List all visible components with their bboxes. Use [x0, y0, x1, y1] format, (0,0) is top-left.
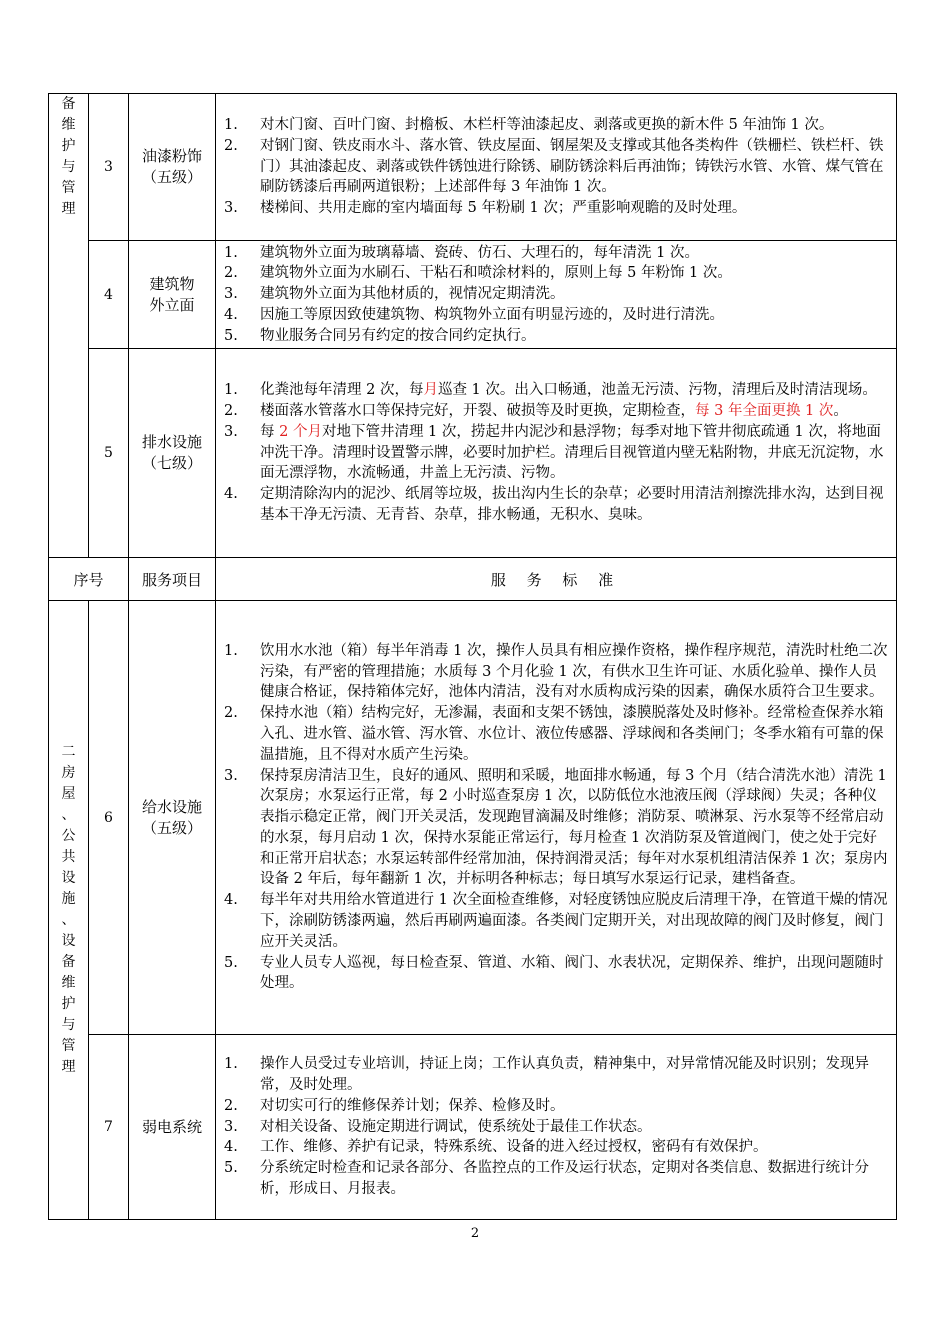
category-char: 备 — [61, 96, 76, 112]
category-char: 公 — [61, 828, 76, 844]
category-char: 屋 — [61, 786, 76, 802]
standard-text: 对地下管井清理 1 次，捞起井内泥沙和悬浮物；每季对地下管井彻底疏通 1 次，将地面冲洗干净。清理时设置警示牌，必要时加护栏。清理后目视管道内壁无粘附物，井底无沉淀物，水面无漂浮物，水流畅通，井盖上无污渍、污物。 — [260, 423, 884, 482]
list-item-number: 4. — [224, 892, 238, 909]
standard-text: 对木门窗、百叶门窗、封檐板、木栏杆等油漆起皮、剥落或更换的新木件 5 年油饰 1 次。 — [260, 117, 834, 133]
list-item-number: 1. — [224, 1056, 238, 1073]
service-standard — [216, 241, 897, 349]
category-cell-bottom — [49, 601, 89, 1220]
category-char: 设 — [61, 933, 76, 949]
table-row — [49, 601, 897, 1035]
category-char: 备 — [61, 954, 76, 970]
list-item — [224, 1117, 888, 1138]
header-standard: 服 务 标 准 — [216, 558, 897, 601]
row-number: 5 — [89, 349, 129, 558]
standard-text: 对切实可行的维修保养计划；保养、检修及时。 — [260, 1097, 565, 1114]
category-char: 理 — [61, 1059, 76, 1075]
service-item — [129, 241, 216, 349]
service-item — [129, 349, 216, 558]
list-item — [224, 326, 888, 347]
list-item-number: 4. — [224, 486, 238, 503]
category-char: 理 — [61, 201, 76, 217]
standard-text: 建筑物外立面为其他材质的，视情况定期清洗。 — [260, 286, 565, 303]
category-char: 护 — [61, 996, 76, 1012]
list-item-number: 4. — [224, 306, 238, 323]
list-item — [224, 380, 888, 401]
standard-text: 对相关设备、设施定期进行调试，使系统处于最佳工作状态。 — [260, 1118, 652, 1135]
list-item — [224, 1137, 888, 1158]
standard-text: 专业人员专人巡视，每日检查泵、管道、水箱、阀门、水表状况，定期保养、维护，出现问题随时处理。 — [260, 954, 884, 992]
service-item-line: 建筑物 — [149, 274, 195, 293]
category-char: 、 — [61, 807, 76, 823]
standard-text: 工作、维修、养护有记录，特殊系统、设备的进入经过授权，密码有有效保护。 — [260, 1139, 768, 1156]
category-char: 二 — [61, 744, 76, 760]
page-number: 2 — [470, 1226, 480, 1241]
category-char: 维 — [61, 975, 76, 991]
standard-text: 保持水池（箱）结构完好，无渗漏，表面和支架不锈蚀，漆膜脱落处及时修补。经常检查保养水箱入孔、进水管、溢水管、泻水管、水位计、液位传感器、浮球阀和各类闸门；冬季水箱有可靠的保温措施，且不得对水质产生污染。 — [260, 705, 884, 763]
category-cell-top — [49, 94, 89, 558]
service-standard — [216, 349, 897, 558]
row-number: 7 — [89, 1035, 129, 1220]
list-item-number: 5. — [224, 327, 238, 344]
list-item — [224, 284, 888, 305]
standard-text: 建筑物外立面为玻璃幕墙、瓷砖、仿石、大理石的，每年清洗 1 次。 — [260, 244, 699, 261]
category-char: 施 — [61, 891, 76, 907]
list-item-number: 2. — [224, 265, 238, 282]
service-standard — [216, 601, 897, 1035]
list-item — [224, 484, 888, 526]
category-char: 共 — [61, 849, 76, 865]
list-item — [224, 263, 888, 284]
list-item — [224, 703, 888, 765]
list-item — [224, 422, 888, 484]
list-item-number: 3. — [224, 423, 238, 440]
list-item — [224, 198, 888, 219]
header-item: 服务项目 — [129, 558, 216, 601]
highlighted-text: 2 个月 — [279, 423, 322, 440]
header-no: 序号 — [49, 558, 129, 601]
list-item-number: 1. — [224, 642, 238, 659]
list-item — [224, 953, 888, 995]
highlighted-text: 月 — [423, 382, 438, 399]
list-item-number: 3. — [224, 200, 238, 217]
list-item-number: 1. — [224, 382, 238, 399]
list-item-number: 1. — [224, 117, 238, 133]
standard-text: 定期清除沟内的泥沙、纸屑等垃圾，拔出沟内生长的杂草；必要时用清洁剂擦洗排水沟，达到目视基本干净无污渍、无青苔、杂草，排水畅通，无积水、臭味。 — [260, 486, 884, 523]
standard-text: 。 — [833, 403, 848, 419]
service-standard — [216, 94, 897, 241]
service-item-line: 弱电系统 — [141, 1117, 202, 1136]
list-item-number: 3. — [224, 767, 238, 784]
standard-text: 保持泵房清洁卫生，良好的通风、照明和采暖，地面排水畅通，每 3 个月（结合清洗水池）清洗 1 次泵房；水泵运行正常，每 2 小时巡查泵房 1 次，以防低位水池液压阀（浮球阀）失灵；各种仪表指示稳定正常，阀门开关灵活，发现跑冒滴漏及时维修；消防泵、喷淋泵、污水泵等不经常启动的水泵，每月启动 1 次，保持水泵能正常运行，每月检查 1 次消防泵及管道阀门，使之处于完好和正常开启状态；水泵运转部件经常加油，保持润滑灵活；每年对水泵机组清洁保养 1 次；泵房内设备 2 年后，每年翻新 1 次，并标明各种标志；每日填写水泵运行记录，建档备查。 — [260, 767, 888, 888]
service-standard — [216, 1035, 897, 1220]
service-item-line: （五级） — [141, 168, 202, 186]
list-item — [224, 136, 888, 198]
category-char: 与 — [61, 1017, 76, 1033]
standard-text: 巡查 1 次。出入口畅通，池盖无污渍、污物，清理后及时清洁现场。 — [437, 382, 877, 399]
service-item-line: （七级） — [141, 454, 202, 472]
standard-text: 楼面落水管落水口等保持完好，开裂、破损等及时更换，定期检查， — [260, 403, 695, 419]
category-char: 、 — [61, 912, 76, 928]
highlighted-text: 每 3 年全面更换 1 次 — [695, 403, 834, 419]
category-label — [49, 742, 88, 1078]
service-standard-table — [48, 93, 897, 1220]
standard-text: 建筑物外立面为水刷石、干粘石和喷涂材料的，原则上每 5 年粉饰 1 次。 — [260, 265, 732, 282]
category-char: 维 — [61, 117, 76, 133]
table-header-row — [49, 558, 897, 601]
standard-text: 每 — [260, 423, 280, 440]
standard-text: 化粪池每年清理 2 次，每 — [260, 382, 424, 399]
service-item-line: 外立面 — [149, 295, 195, 314]
standard-text: 对钢门窗、铁皮雨水斗、落水管、铁皮屋面、钢屋架及支撑或其他各类构件（铁栅栏、铁栏杆、铁门）其油漆起皮、剥落或铁件锈蚀进行除锈、刷防锈涂料后再油饰；铸铁污水管、水管、煤气管在刷防锈漆后再刷两道银粉；上述部件每 3 年油饰 1 次。 — [260, 137, 884, 196]
list-item — [224, 641, 888, 703]
list-item — [224, 890, 888, 952]
table-row — [49, 94, 897, 241]
row-number: 4 — [89, 241, 129, 349]
list-item — [224, 305, 888, 326]
row-number: 6 — [89, 601, 129, 1035]
category-label — [49, 94, 88, 220]
list-item-number: 2. — [224, 705, 238, 722]
list-item-number: 4. — [224, 1139, 238, 1156]
list-item-number: 3. — [224, 286, 238, 303]
list-item-number: 3. — [224, 1118, 238, 1135]
list-item-number: 2. — [224, 1097, 238, 1114]
service-item-line: （五级） — [141, 818, 202, 837]
list-item — [224, 766, 888, 891]
category-char: 管 — [61, 180, 76, 196]
list-item — [224, 1054, 888, 1096]
category-char: 护 — [61, 138, 76, 154]
standard-text: 因施工等原因致使建筑物、构筑物外立面有明显污迹的，及时进行清洗。 — [260, 306, 724, 323]
service-item-line: 排水设施 — [141, 433, 202, 451]
list-item — [224, 1158, 888, 1200]
list-item — [224, 243, 888, 264]
service-item — [129, 1035, 216, 1220]
row-number: 3 — [89, 94, 129, 241]
standard-text: 分系统定时检查和记录各部分、各监控点的工作及运行状态，定期对各类信息、数据进行统计分析，形成日、月报表。 — [260, 1160, 869, 1197]
standard-text: 楼梯间、共用走廊的室内墙面每 5 年粉刷 1 次；严重影响观瞻的及时处理。 — [260, 200, 747, 217]
standard-text: 每半年对共用给水管道进行 1 次全面检查维修，对轻度锈蚀应脱皮后清理干净，在管道干燥的情况下，涂刷防锈漆两遍，然后再刷两遍面漆。各类阀门定期开关，对出现故障的阀门及时修复，阀门应开关灵活。 — [260, 892, 888, 950]
list-item-number: 5. — [224, 954, 238, 971]
list-item-number: 2. — [224, 403, 238, 419]
list-item-number: 1. — [224, 244, 238, 261]
list-item-number: 5. — [224, 1160, 238, 1177]
category-char: 管 — [61, 1038, 76, 1054]
standard-text: 操作人员受过专业培训，持证上岗；工作认真负责，精神集中，对异常情况能及时识别；发现异常，及时处理。 — [260, 1056, 869, 1093]
category-char: 设 — [61, 870, 76, 886]
service-item — [129, 94, 216, 241]
list-item-number: 2. — [224, 137, 238, 154]
table-row — [49, 1035, 897, 1220]
list-item — [224, 115, 888, 136]
service-item-line: 给水设施 — [141, 797, 202, 816]
category-char: 房 — [61, 765, 76, 781]
service-item — [129, 601, 216, 1035]
standard-text: 物业服务合同另有约定的按合同约定执行。 — [260, 327, 536, 344]
standard-text: 饮用水水池（箱）每半年消毒 1 次，操作人员具有相应操作资格，操作程序规范，清洗时杜绝二次污染，有严密的管理措施；水质每 3 个月化验 1 次，有供水卫生许可证、水质化验单、操作人员健康合格证，保持箱体完好，池体内清洁，没有对水质构成污染的因素，确保水质符合卫生要求。 — [260, 642, 888, 701]
list-item — [224, 1096, 888, 1117]
table-row — [49, 349, 897, 558]
service-item-line: 油漆粉饰 — [141, 147, 202, 165]
table-row — [49, 241, 897, 349]
list-item — [224, 401, 888, 422]
category-char: 与 — [61, 159, 76, 175]
